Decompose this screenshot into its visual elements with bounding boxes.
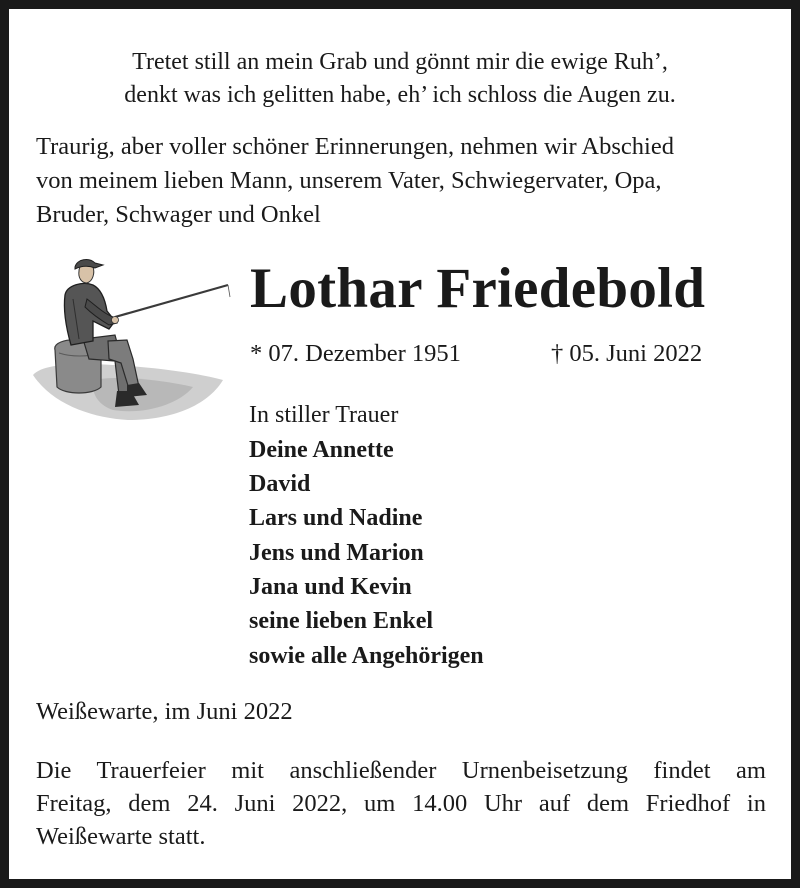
intro-line-2: von meinem lieben Mann, unserem Vater, Schwiegervater, Opa, <box>36 167 662 194</box>
mourner-name: sowie alle Angehörigen <box>249 643 484 669</box>
mourner-name: Lars und Nadine <box>249 505 423 531</box>
poem-line-1: Tretet still an mein Grab und gönnt mir die ewige Ruh’, <box>132 49 668 75</box>
mourner-name: David <box>249 471 311 497</box>
intro-line-3: Bruder, Schwager und Onkel <box>36 201 321 228</box>
mourner-name: Jens und Marion <box>249 540 424 566</box>
funeral-notice <box>36 754 766 853</box>
mourner-name: Jana und Kevin <box>249 574 412 600</box>
birth-date: * 07. Dezember 1951 <box>250 340 461 367</box>
fisherman-illustration <box>23 255 233 435</box>
funeral-line-3: Weißewarte statt. <box>36 823 206 850</box>
death-date: † 05. Juni 2022 <box>551 340 703 367</box>
funeral-line-2: Freitag, dem 24. Juni 2022, um 14.00 Uhr auf dem Friedhof in <box>36 790 766 817</box>
mourner-name: seine lieben Enkel <box>249 608 434 634</box>
poem-line-2: denkt was ich gelitten habe, eh’ ich schloss die Augen zu. <box>124 82 676 108</box>
intro-line-1: Traurig, aber voller schöner Erinnerungen, nehmen wir Abschied <box>36 133 674 160</box>
place-and-date: Weißewarte, im Juni 2022 <box>36 698 293 725</box>
mourners-heading: In stiller Trauer <box>249 402 399 428</box>
deceased-name: Lothar Friedebold <box>250 257 706 320</box>
funeral-line-1: Die Trauerfeier mit anschließender Urnenbeisetzung findet am <box>36 757 766 784</box>
mourner-name: Deine Annette <box>249 437 394 463</box>
